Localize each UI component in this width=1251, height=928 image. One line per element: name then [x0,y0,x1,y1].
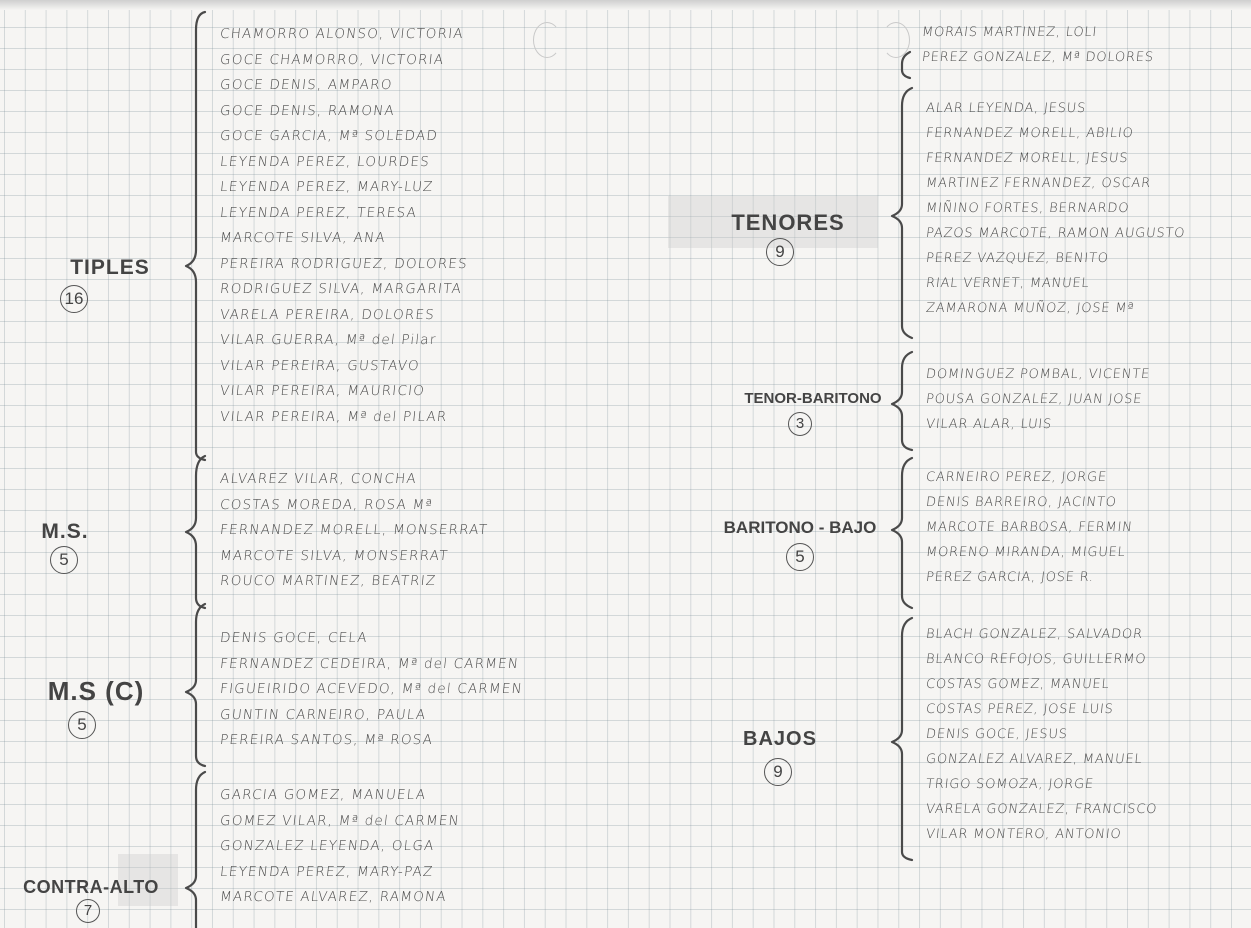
member-baritono-bajo: DENIS BARREIRO, JACINTO [925,495,1118,510]
member-tiples: CHAMORRO ALONSO, VICTORIA [219,26,465,42]
member-ms: FERNANDEZ MORELL, MONSERRAT [219,522,489,538]
label-msc: M.S (C) [47,676,145,706]
label-tenor-baritono: TENOR-BARITONO [744,390,882,407]
brace-top-right [902,52,910,78]
brace-baritono-bajo [892,458,912,608]
member-tiples: VILAR PEREIRA, MAURICIO [219,383,426,399]
label-tenores: TENORES [731,210,845,235]
count-tenor-baritono: 3 [788,412,812,436]
member-ms: COSTAS MOREDA, ROSA Mª [219,496,434,513]
member-msc: FIGUEIRIDO ACEVEDO, Mª del CARMEN [219,681,524,697]
member-tenor-baritono: VILAR ALAR, LUIS [925,417,1053,432]
brace-tenor-baritono [892,352,912,450]
member-tenores: PAZOS MARCOTE, RAMON AUGUSTO [925,226,1186,241]
brace-ms [186,456,205,608]
member-tenores: FERNANDEZ MORELL, JESUS [925,151,1130,166]
list-top-right [922,20,1154,70]
brace-msc [186,604,205,766]
label-ms: M.S. [41,520,89,543]
member-tiples: MARCOTE SILVA, ANA [219,230,387,246]
member-contralto: LEYENDA PEREZ, MARY-PAZ [219,863,435,880]
brace-tenores [892,88,912,338]
member-ms: ROUCO MARTINEZ, BEATRIZ [219,573,438,589]
member-contralto: MARCOTE ALVAREZ, RAMONA [219,889,448,905]
punch-hole-right [882,22,910,58]
member-tenor-baritono: POUSA GONZALEZ, JUAN JOSE [925,392,1143,407]
member-bajos: GONZALEZ ALVAREZ, MANUEL [925,752,1144,767]
member-bajos: BLACH GONZALEZ, SALVADOR [925,627,1144,642]
label-contralto: CONTRA-ALTO [23,877,159,897]
count-baritono-bajo: 5 [786,543,814,571]
count-ms: 5 [50,546,78,574]
member-tenores: RIAL VERNET, MANUEL [925,276,1091,291]
member-bajos: TRIGO SOMOZA, JORGE [925,777,1095,792]
member-tiples: VILAR PEREIRA, GUSTAVO [219,357,421,374]
member-msc: DENIS GOCE, CELA [219,630,369,646]
list-contralto [220,783,460,911]
member-top-right: MORAIS MARTINEZ, LOLI [921,25,1098,40]
member-tiples: GOCE GARCIA, Mª SOLEDAD [219,128,439,144]
member-bajos: COSTAS PEREZ, JOSE LUIS [925,702,1115,717]
member-tiples: LEYENDA PEREZ, LOURDES [219,153,431,170]
count-tenores: 9 [766,238,794,266]
brace-bajos [892,618,912,860]
list-bajos [926,622,1157,847]
count-tiples: 16 [60,285,88,313]
member-tiples: GOCE DENIS, AMPARO [219,77,394,93]
member-tiples: GOCE DENIS, RAMONA [219,102,396,119]
list-baritono-bajo [926,465,1133,590]
member-baritono-bajo: MORENO MIRANDA, MIGUEL [925,545,1127,560]
member-tenores: ZAMARONA MUÑOZ, JOSE Mª [925,301,1135,316]
count-msc: 5 [68,711,96,739]
brace-tiples [186,12,205,460]
label-tiples: TIPLES [70,256,150,279]
count-bajos: 9 [764,758,792,786]
member-bajos: COSTAS GOMEZ, MANUEL [925,677,1111,692]
member-tiples: PEREIRA RODRIGUEZ, DOLORES [219,255,469,272]
member-tiples: LEYENDA PEREZ, TERESA [219,204,418,221]
list-msc [220,626,523,754]
brace-contralto [186,772,205,928]
member-tenor-baritono: DOMINGUEZ POMBAL, VICENTE [925,367,1151,382]
member-ms: ALVAREZ VILAR, CONCHA [219,471,418,487]
member-tiples: LEYENDA PEREZ, MARY-LUZ [219,179,435,195]
member-baritono-bajo: CARNEIRO PEREZ, JORGE [925,470,1108,485]
member-contralto: GOMEZ VILAR, Mª del CARMEN [219,812,461,829]
member-tiples: RODRIGUEZ SILVA, MARGARITA [219,281,463,297]
member-tiples: VILAR PEREIRA, Mª del PILAR [219,408,449,425]
label-baritono-bajo: BARITONO - BAJO [723,518,877,537]
list-tiples [220,22,468,430]
member-baritono-bajo: PEREZ GARCIA, JOSE R. [925,570,1095,585]
punch-hole-left [533,22,561,58]
member-tenores: PEREZ VAZQUEZ, BENITO [925,251,1110,266]
list-tenores [926,96,1185,321]
member-bajos: VILAR MONTERO, ANTONIO [925,827,1123,842]
member-ms: MARCOTE SILVA, MONSERRAT [219,547,450,564]
member-tiples: VARELA PEREIRA, DOLORES [219,306,436,323]
member-bajos: VARELA GONZALEZ, FRANCISCO [925,802,1158,817]
member-msc: PEREIRA SANTOS, Mª ROSA [219,732,434,748]
member-tenores: ALAR LEYENDA, JESUS [925,101,1087,116]
count-contralto: 7 [76,899,100,923]
label-bajos: BAJOS [743,728,817,750]
member-msc: GUNTIN CARNEIRO, PAULA [219,706,428,723]
member-msc: FERNANDEZ CEDEIRA, Mª del CARMEN [219,655,520,672]
member-bajos: BLANCO REFOJOS, GUILLERMO [925,652,1148,667]
member-tenores: FERNANDEZ MORELL, ABILIO [925,126,1135,141]
member-tenores: MIÑINO FORTES, BERNARDO [925,201,1131,216]
member-tiples: GOCE CHAMORRO, VICTORIA [219,51,446,68]
page-top-edge [0,0,1251,10]
member-top-right: PEREZ GONZALEZ, Mª DOLORES [921,50,1155,65]
list-ms [220,467,488,595]
member-tenores: MARTINEZ FERNANDEZ, OSCAR [925,176,1152,191]
list-tenor-baritono [926,362,1150,437]
member-baritono-bajo: MARCOTE BARBOSA, FERMIN [925,520,1134,535]
member-contralto: GARCIA GOMEZ, MANUELA [219,787,428,803]
member-tiples: VILAR GUERRA, Mª del Pilar [219,332,438,348]
member-bajos: DENIS GOCE, JESUS [925,727,1069,742]
member-contralto: GONZALEZ LEYENDA, OLGA [219,838,436,854]
